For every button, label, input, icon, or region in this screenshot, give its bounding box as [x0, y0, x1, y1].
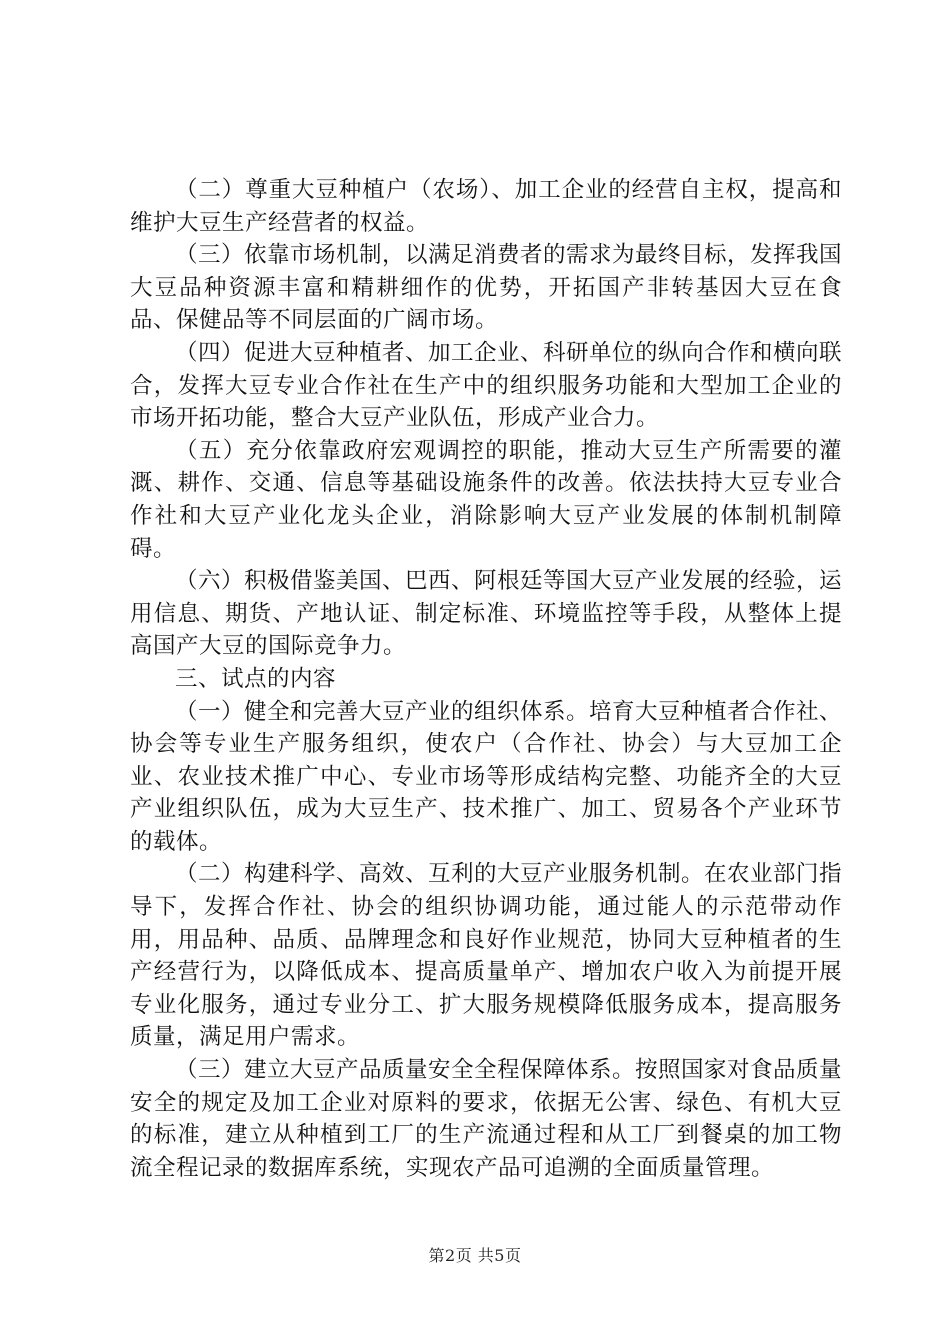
paragraph-4: （四）促进大豆种植者、加工企业、科研单位的纵向合作和横向联合，发挥大豆专业合作社在生产中的组织服务功能和大型加工企业的市场开拓功能，整合大豆产业队伍，形成产业合力。 — [130, 339, 843, 432]
page-number-footer: 第2页 共5页 — [428, 1246, 522, 1265]
section-paragraph-3: （三）建立大豆产品质量安全全程保障体系。按照国家对食品质量安全的规定及加工企业对原料的要求，依据无公害、绿色、有机大豆的标准，建立从种植到工厂的生产流通过程和从工厂到餐桌的加工物流全程记录的数据库系统，实现农产品可追溯的全面质量管理。 — [130, 1057, 843, 1181]
paragraph-5: （五）充分依靠政府宏观调控的职能，推动大豆生产所需要的灌溉、耕作、交通、信息等基础设施条件的改善。依法扶持大豆专业合作社和大豆产业化龙头企业，消除影响大豆产业发展的体制机制障碍。 — [130, 437, 842, 562]
section-paragraph-1: （一）健全和完善大豆产业的组织体系。培育大豆种植者合作社、协会等专业生产服务组织，使农户（合作社、协会）与大豆加工企业、农业技术推广中心、专业市场等形成结构完整、功能齐全的大豆产业组织队伍，成为大豆生产、技术推广、加工、贸易各个产业环节的载体。 — [130, 698, 843, 855]
paragraph-6: （六）积极借鉴美国、巴西、阿根廷等国大豆产业发展的经验，运用信息、期货、产地认证、制定标准、环境监控等手段，从整体上提高国产大豆的国际竞争力。 — [130, 568, 843, 660]
section-heading: 三、试点的内容 — [175, 665, 337, 692]
document-body — [130, 174, 842, 1184]
section-paragraph-2: （二）构建科学、高效、互利的大豆产业服务机制。在农业部门指导下，发挥合作社、协会的组织协调功能，通过能人的示范带动作用，用品种、品质、品牌理念和良好作业规范，协同大豆种植者的生产经营行为，以降低成本、提高质量单产、增加农户收入为前提开展专业化服务，通过专业分工、扩大服务规模降低服务成本，提高服务质量，满足用户需求。 — [130, 861, 843, 1051]
paragraph-3: （三）依靠市场机制，以满足消费者的需求为最终目标，发挥我国大豆品种资源丰富和精耕细作的优势，开拓国产非转基因大豆在食品、保健品等不同层面的广阔市场。 — [130, 242, 843, 334]
paragraph-2: （二）尊重大豆种植户（农场）、加工企业的经营自主权，提高和维护大豆生产经营者的权益。 — [130, 177, 842, 236]
